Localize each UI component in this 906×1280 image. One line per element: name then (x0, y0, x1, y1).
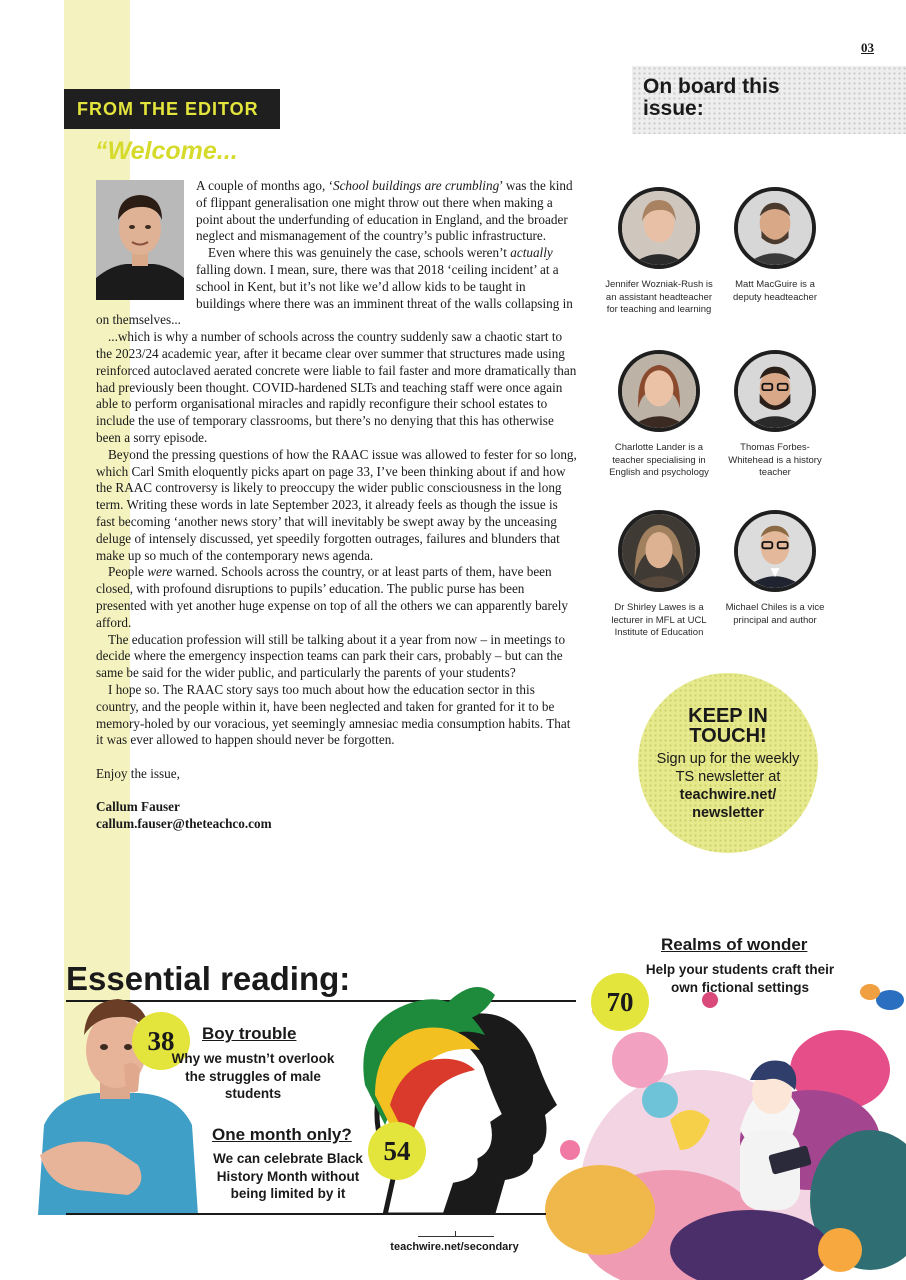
welcome-heading: “Welcome... (95, 137, 238, 165)
contributor-caption: Charlotte Lander is a teacher specialising in English and psychology (609, 442, 709, 479)
page-badge-54: 54 (368, 1122, 426, 1180)
newsletter-link[interactable]: teachwire.net/ newsletter (679, 787, 777, 821)
contributor-caption: Matt MacGuire is a deputy headteacher (733, 279, 817, 303)
page-badge-38: 38 (132, 1012, 190, 1070)
footer-url[interactable]: teachwire.net/secondary (390, 1241, 519, 1253)
onboard-title: On board this issue: (643, 75, 780, 120)
story-desc-boy-trouble: Why we mustn’t overlook the struggles of male students (171, 1051, 335, 1101)
contributor-card (720, 350, 830, 480)
page-badge-70: 70 (591, 973, 649, 1031)
newsletter-text: Sign up for the weekly TS newsletter at teachwire.net/ newsletter (656, 751, 800, 821)
contributor-card (720, 187, 830, 304)
article-paragraph: Even where this was genuinely the case, schools weren’t actually falling down. I mean, sure, there was that 2018 ‘ceiling incident’ at a school in Kent, but it’s not like we’d allow kids to be taught in buildings where there was an imminent threat of the walls collapsing in on themselves... (96, 245, 573, 328)
contributor-avatar (734, 510, 816, 592)
contributor-card (604, 187, 714, 317)
contributor-card (604, 510, 714, 640)
article-paragraph: The education profession will still be talking about it a year from now – in meetings to decide where the emergency inspection teams can park their cars, probably – but can the same be said for the wider public, and particularly the parents of your students? (96, 631, 566, 681)
story-desc-one-month-only: We can celebrate Black History Month without being limited by it (213, 1151, 363, 1201)
contributor-avatar (618, 510, 700, 592)
section-label: FROM THE EDITOR (64, 89, 280, 129)
contributor-caption: Michael Chiles is a vice principal and author (725, 602, 825, 626)
story-desc-realms: Help your students craft their own fictional settings (645, 962, 835, 995)
contributor-card (720, 510, 830, 627)
article-paragraph: Beyond the pressing questions of how the RAAC issue was allowed to fester for so long, which Carl Smith eloquently picks apart on page 33, I’ve been thinking about if and how the RAAC controversy is likely to preoccupy the wider public consciousness in the long term. Writing these words in late September 2023, it already feels as though the issue is fast becoming ‘another news story’ that will inevitably be swept away by the unceasing deluge of intensely discussed, yet speedily forgotten outrages, failures and blunders that make up so much of the contemporary news agenda. (96, 446, 577, 563)
story-title-one-month-only[interactable]: One month only? (212, 1125, 352, 1144)
editorial-article (96, 178, 578, 833)
article-paragraph: ...which is why a number of schools across the country suddenly saw a chaotic start to the 2023/24 academic year, after it became clear over summer that structures made using reinforced autoclaved aerated concrete were liable to fail faster and more dramatically than had previously been thought. COVID-hardened SLTs and teaching staff were once again able to perform organisational miracles and rapidly reconfigure their school estates to include the use of temporary classrooms, but there’s no denying that this has otherwise been a sorry episode. (96, 329, 577, 445)
article-paragraph: I hope so. The RAAC story says too much about how the education sector in this country, and the people within it, have been neglected and taken for granted for it to be memory-holed by our voracious, yet seemingly amnesiac media consumption habits. That it was ever allowed to happen should never be forgotten. (96, 681, 571, 748)
contributor-avatar (618, 350, 700, 432)
essential-reading-title: Essential reading: (66, 960, 351, 997)
closing-line: Enjoy the issue, (96, 765, 180, 781)
contributor-caption: Jennifer Wozniak-Rush is an assistant headteacher for teaching and learning (605, 279, 713, 316)
divider (66, 1213, 546, 1215)
footer-rule (418, 1236, 494, 1237)
story-title-realms[interactable]: Realms of wonder (661, 935, 808, 954)
black-history-illustration (345, 975, 565, 1215)
contributor-card (604, 350, 714, 480)
page-number: 03 (861, 40, 874, 55)
fantasy-art-illustration (540, 980, 906, 1280)
story-title-boy-trouble[interactable]: Boy trouble (202, 1024, 297, 1043)
newsletter-title: KEEP IN TOUCH! (688, 705, 768, 747)
contributor-avatar (618, 187, 700, 269)
contributor-caption: Thomas Forbes-Whitehead is a history teacher (728, 442, 822, 479)
contributor-avatar (734, 187, 816, 269)
article-paragraph: A couple of months ago, ‘School buildings are crumbling’ was the kind of flippant generalisation one might throw out there when making a point about the underfunding of education in England, and the broader neglect and mismanagement of the country’s public infrastructure. (196, 178, 573, 244)
signature-email[interactable]: callum.fauser@theteachco.com (96, 816, 272, 832)
signature-name: Callum Fauser (96, 799, 180, 815)
newsletter-promo[interactable] (638, 673, 818, 853)
article-paragraph: People were warned. Schools across the country, or at least parts of them, have been closed, with profound disruptions to pupils’ education. The public purse has been presented with yet another huge expense on top of all the others we can apparently barely afford. (96, 564, 569, 630)
contributor-avatar (734, 350, 816, 432)
contributor-caption: Dr Shirley Lawes is a lecturer in MFL at UCL Institute of Education (611, 602, 707, 639)
